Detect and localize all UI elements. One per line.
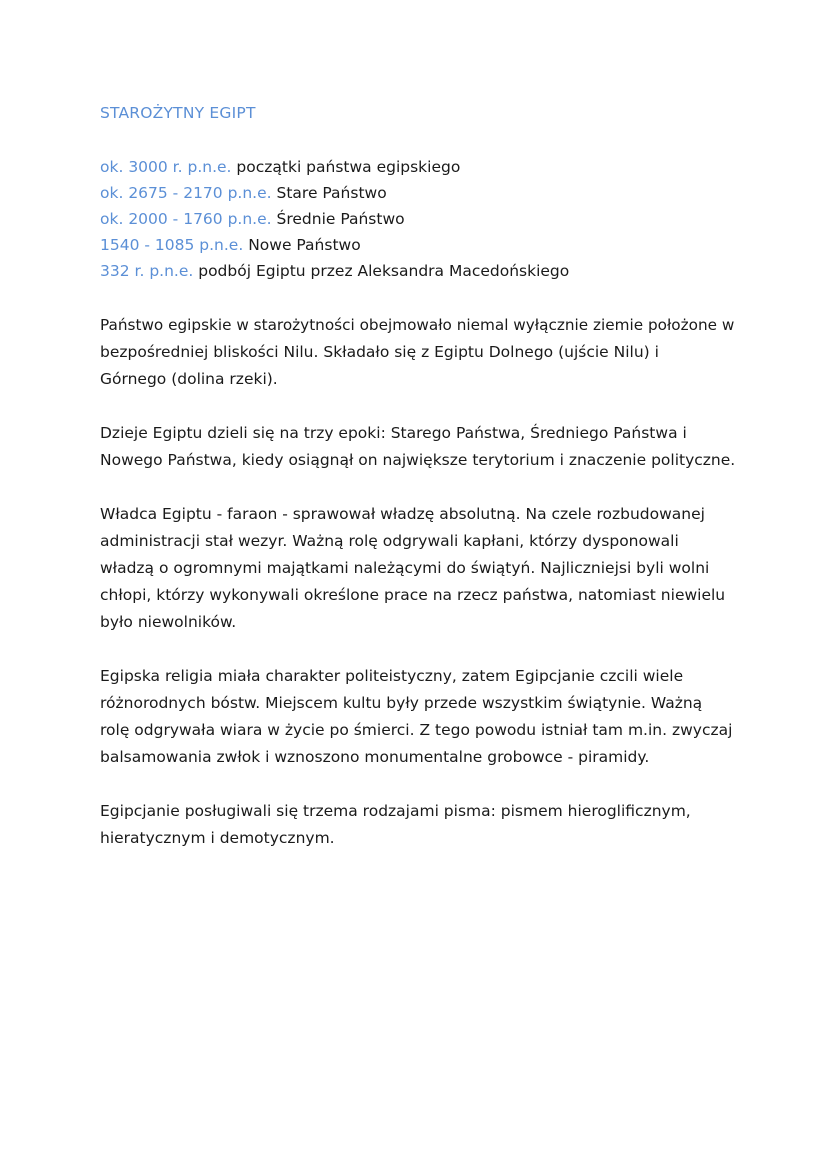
timeline-date: 332 r. p.n.e. — [100, 262, 199, 280]
timeline-row — [100, 232, 740, 258]
paragraph-line: władzą o ogromnymi majątkami należącymi do świątyń. Najliczniejsi byli wolni — [100, 559, 710, 577]
paragraph-writing — [100, 798, 740, 852]
paragraph-line: hieratycznym i demotycznym. — [100, 829, 335, 847]
paragraph-line: balsamowania zwłok i wznoszono monumentalne grobowce - piramidy. — [100, 748, 650, 766]
paragraph-line: Górnego (dolina rzeki). — [100, 370, 278, 388]
timeline-event: Stare Państwo — [276, 184, 387, 202]
paragraph-geography — [100, 312, 740, 393]
paragraph-line: było niewolników. — [100, 613, 237, 631]
paragraph-line: Państwo egipskie w starożytności obejmowało niemal wyłącznie ziemie położone w — [100, 316, 735, 334]
paragraph-society — [100, 501, 740, 636]
timeline-event: początki państwa egipskiego — [236, 158, 461, 176]
paragraph-line: bezpośredniej bliskości Nilu. Składało się z Egiptu Dolnego (ujście Nilu) i — [100, 343, 659, 361]
paragraph-epochs — [100, 420, 740, 474]
timeline — [100, 154, 740, 284]
timeline-date: ok. 2000 - 1760 p.n.e. — [100, 210, 277, 228]
timeline-date: ok. 2675 - 2170 p.n.e. — [100, 184, 277, 202]
document-title: STAROŻYTNY EGIPT — [100, 104, 256, 122]
paragraph-religion — [100, 663, 740, 771]
timeline-row — [100, 206, 740, 232]
paragraph-line: rolę odgrywała wiara w życie po śmierci. Z tego powodu istniał tam m.in. zwyczaj — [100, 721, 733, 739]
document-page — [100, 100, 740, 879]
timeline-row — [100, 154, 740, 180]
timeline-event: Średnie Państwo — [276, 210, 405, 228]
paragraph-line: Nowego Państwa, kiedy osiągnął on największe terytorium i znaczenie polityczne. — [100, 451, 736, 469]
timeline-row — [100, 180, 740, 206]
paragraph-line: Egipska religia miała charakter politeistyczny, zatem Egipcjanie czcili wiele — [100, 667, 684, 685]
paragraph-line: Egipcjanie posługiwali się trzema rodzajami pisma: pismem hieroglificznym, — [100, 802, 691, 820]
timeline-event: podbój Egiptu przez Aleksandra Macedońskiego — [198, 262, 570, 280]
timeline-event: Nowe Państwo — [248, 236, 361, 254]
timeline-date: 1540 - 1085 p.n.e. — [100, 236, 249, 254]
timeline-date: ok. 3000 r. p.n.e. — [100, 158, 237, 176]
paragraph-line: Władca Egiptu - faraon - sprawował władzę absolutną. Na czele rozbudowanej — [100, 505, 705, 523]
timeline-row — [100, 258, 740, 284]
paragraph-line: chłopi, którzy wykonywali określone prace na rzecz państwa, natomiast niewielu — [100, 586, 726, 604]
paragraph-line: Dzieje Egiptu dzieli się na trzy epoki: Starego Państwa, Średniego Państwa i — [100, 424, 687, 442]
paragraph-line: administracji stał wezyr. Ważną rolę odgrywali kapłani, którzy dysponowali — [100, 532, 679, 550]
paragraph-line: różnorodnych bóstw. Miejscem kultu były przede wszystkim świątynie. Ważną — [100, 694, 703, 712]
